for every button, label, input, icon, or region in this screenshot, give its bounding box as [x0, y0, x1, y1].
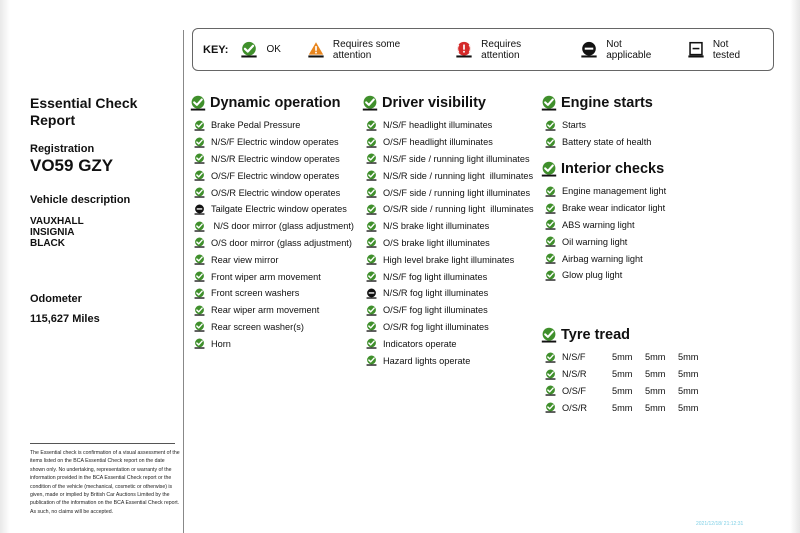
check-item — [541, 134, 653, 151]
check-item-label: ABS warning light — [562, 219, 635, 230]
section-engine-starts — [541, 94, 653, 151]
ok-check-icon — [366, 237, 377, 248]
ok-check-icon — [194, 137, 205, 148]
tyre-row: N/S/F 5mm 5mm 5mm — [541, 349, 711, 366]
tyre-row: O/S/R 5mm 5mm 5mm — [541, 399, 711, 416]
odometer-label: Odometer — [30, 293, 82, 305]
ok-check-icon — [545, 369, 556, 380]
check-item — [541, 233, 666, 250]
check-item-label: Rear wiper arm movement — [211, 305, 320, 316]
ok-check-icon — [194, 321, 205, 332]
check-list — [362, 117, 534, 369]
section-tyre-tread — [541, 326, 711, 416]
ok-check-icon — [545, 270, 556, 281]
check-item-label: Glow plug light — [562, 270, 623, 281]
check-item-label: O/S/F fog light illuminates — [383, 305, 488, 316]
check-item — [541, 183, 666, 200]
check-item — [362, 251, 534, 268]
ok-check-icon — [545, 120, 556, 131]
vehicle-description — [30, 216, 180, 249]
ok-check-icon — [366, 254, 377, 265]
ok-check-icon — [366, 305, 377, 316]
section-title: Dynamic operation — [190, 94, 354, 112]
key-item-ok: OK — [240, 41, 280, 58]
check-item — [362, 117, 534, 134]
odometer-value: 115,627 Miles — [30, 313, 100, 325]
check-item-label: O/S/F side / running light illuminates — [383, 187, 531, 198]
check-item — [190, 117, 354, 134]
ok-check-icon — [194, 153, 205, 164]
check-item — [190, 167, 354, 184]
not-applicable-icon — [194, 204, 205, 215]
ok-check-icon — [240, 41, 258, 58]
check-item-label: N/S brake light illuminates — [383, 221, 490, 232]
ok-check-icon — [366, 321, 377, 332]
ok-check-icon — [545, 352, 556, 363]
key-item-not-tested: Not tested — [687, 39, 753, 61]
check-item — [190, 184, 354, 201]
check-item-label: High level brake light illuminates — [383, 254, 515, 265]
check-item — [190, 285, 354, 302]
ok-check-icon — [545, 385, 556, 396]
check-item — [541, 117, 653, 134]
vehicle-make: VAUXHALL — [30, 216, 84, 227]
check-item-label: Battery state of health — [562, 137, 652, 148]
tyre-table — [541, 349, 711, 416]
section-driver-visibility — [362, 94, 534, 369]
ok-check-icon — [366, 137, 377, 148]
check-item-label: Hazard lights operate — [383, 355, 471, 366]
check-item — [190, 151, 354, 168]
check-item-label: O/S/R Electric window operates — [211, 187, 341, 198]
section-dynamic-operation — [190, 94, 354, 352]
check-list — [541, 183, 666, 284]
check-item-label: Rear screen washer(s) — [211, 321, 304, 332]
ok-check-icon — [545, 137, 556, 148]
check-item-label: Indicators operate — [383, 338, 457, 349]
check-item-label: Engine management light — [562, 186, 667, 197]
check-item — [362, 184, 534, 201]
check-item-label: O/S/R fog light illuminates — [383, 321, 489, 332]
ok-check-icon — [362, 95, 378, 111]
check-item — [362, 151, 534, 168]
ok-check-icon — [366, 355, 377, 366]
key-title: KEY: — [203, 43, 229, 56]
check-item — [541, 267, 666, 284]
check-item — [362, 134, 534, 151]
ok-check-icon — [366, 153, 377, 164]
ok-check-icon — [366, 204, 377, 215]
check-item — [190, 302, 354, 319]
check-item — [190, 251, 354, 268]
check-item-label: N/S door mirror (glass adjustment) — [211, 221, 354, 232]
check-item — [362, 218, 534, 235]
check-item — [190, 134, 354, 151]
check-item — [190, 201, 354, 218]
check-item — [362, 235, 534, 252]
check-item-label: N/S/R fog light illuminates — [383, 288, 489, 299]
check-item — [190, 319, 354, 336]
ok-check-icon — [541, 95, 557, 111]
ok-check-icon — [545, 402, 556, 413]
check-item-label: Front wiper arm movement — [211, 271, 321, 282]
check-item — [190, 335, 354, 352]
check-item-label: O/S/R side / running light illuminates — [383, 204, 534, 215]
ok-check-icon — [194, 237, 205, 248]
check-item — [362, 352, 534, 369]
ok-check-icon — [194, 254, 205, 265]
check-item — [541, 217, 666, 234]
ok-check-icon — [194, 288, 205, 299]
section-title: Engine starts — [541, 94, 653, 112]
section-title: Interior checks — [541, 160, 666, 178]
check-item — [362, 268, 534, 285]
ok-check-icon — [194, 187, 205, 198]
ok-check-icon — [194, 305, 205, 316]
key-item-attention: Requires attention — [455, 39, 554, 61]
ok-check-icon — [194, 120, 205, 131]
disclaimer-text: The Essential check is confirmation of a visual assessment of the items listed on the BCA Essential Check report on the date shown only. No undertaking, representation or warranty of the information provided in the BCA Essential Check report or the condition of the vehicle (mechanical, cosmetic or otherwise) is given, made or implied by British Car Auctions Limited by the publication of the information on the BCA Essential Check report. As such, no claims will be accepted. — [30, 450, 180, 515]
check-item-label: Airbag warning light — [562, 253, 643, 264]
check-item-label: O/S/F headlight illuminates — [383, 137, 493, 148]
status-key — [192, 28, 774, 71]
section-interior-checks — [541, 160, 666, 284]
vehicle-colour: BLACK — [30, 238, 65, 249]
ok-check-icon — [545, 203, 556, 214]
registration-value: VO59 GZY — [30, 156, 114, 175]
check-item-label: Horn — [211, 338, 231, 349]
check-item-label: O/S brake light illuminates — [383, 237, 490, 248]
not-applicable-icon — [580, 41, 598, 58]
not-applicable-icon — [366, 288, 377, 299]
check-item-label: N/S/F side / running light illuminates — [383, 153, 530, 164]
ok-check-icon — [545, 186, 556, 197]
check-item-label: O/S/F Electric window operates — [211, 170, 340, 181]
check-item-label: Front screen washers — [211, 288, 300, 299]
attention-red-icon — [455, 41, 473, 58]
check-item-label: N/S/R side / running light illuminates — [383, 170, 534, 181]
ok-check-icon — [545, 219, 556, 230]
key-item-not-applicable: Not applicable — [580, 39, 663, 61]
ok-check-icon — [541, 327, 557, 343]
check-item-label: N/S/R Electric window operates — [211, 153, 340, 164]
tyre-row: N/S/R 5mm 5mm 5mm — [541, 366, 711, 383]
vehicle-info — [30, 95, 180, 249]
check-item — [190, 268, 354, 285]
check-item-label: N/S/F fog light illuminates — [383, 271, 488, 282]
ok-check-icon — [194, 221, 205, 232]
check-item-label: Oil warning light — [562, 236, 628, 247]
check-item-label: N/S/F Electric window operates — [211, 137, 339, 148]
not-tested-icon — [687, 41, 705, 58]
tyre-row: O/S/F 5mm 5mm 5mm — [541, 383, 711, 400]
check-list — [190, 117, 354, 352]
ok-check-icon — [545, 236, 556, 247]
check-item-label: Brake wear indicator light — [562, 203, 666, 214]
ok-check-icon — [194, 338, 205, 349]
check-item — [541, 200, 666, 217]
ok-check-icon — [190, 95, 206, 111]
ok-check-icon — [366, 338, 377, 349]
check-item — [190, 235, 354, 252]
ok-check-icon — [366, 271, 377, 282]
check-list — [541, 117, 653, 151]
check-item — [190, 218, 354, 235]
timestamp: 2021/12/18/ 21:12:31 — [696, 521, 744, 527]
vehicle-model: INSIGNIA — [30, 227, 75, 238]
section-title: Driver visibility — [362, 94, 534, 112]
disclaimer-divider — [30, 443, 175, 444]
ok-check-icon — [366, 221, 377, 232]
ok-check-icon — [194, 271, 205, 282]
check-item-label: Rear view mirror — [211, 254, 279, 265]
ok-check-icon — [545, 253, 556, 264]
vehicle-description-label: Vehicle description — [30, 194, 131, 206]
check-item — [362, 201, 534, 218]
check-item-label: Starts — [562, 120, 586, 131]
check-item — [541, 250, 666, 267]
report-title: Essential Check Report — [30, 95, 138, 128]
registration-label: Registration — [30, 143, 95, 155]
ok-check-icon — [366, 187, 377, 198]
check-item-label: Brake Pedal Pressure — [211, 120, 301, 131]
check-item-label: O/S door mirror (glass adjustment) — [211, 237, 352, 248]
check-item — [362, 285, 534, 302]
check-item-label: N/S/F headlight illuminates — [383, 120, 493, 131]
check-item — [362, 319, 534, 336]
ok-check-icon — [366, 120, 377, 131]
ok-check-icon — [366, 170, 377, 181]
key-item-some-attention: Requires some attention — [307, 39, 431, 61]
column-divider — [183, 30, 184, 533]
ok-check-icon — [541, 161, 557, 177]
check-item — [362, 302, 534, 319]
ok-check-icon — [194, 170, 205, 181]
check-item-label: Tailgate Electric window operates — [211, 204, 347, 215]
section-title: Tyre tread — [541, 326, 711, 344]
check-item — [362, 167, 534, 184]
warning-triangle-icon — [307, 41, 325, 58]
check-item — [362, 335, 534, 352]
